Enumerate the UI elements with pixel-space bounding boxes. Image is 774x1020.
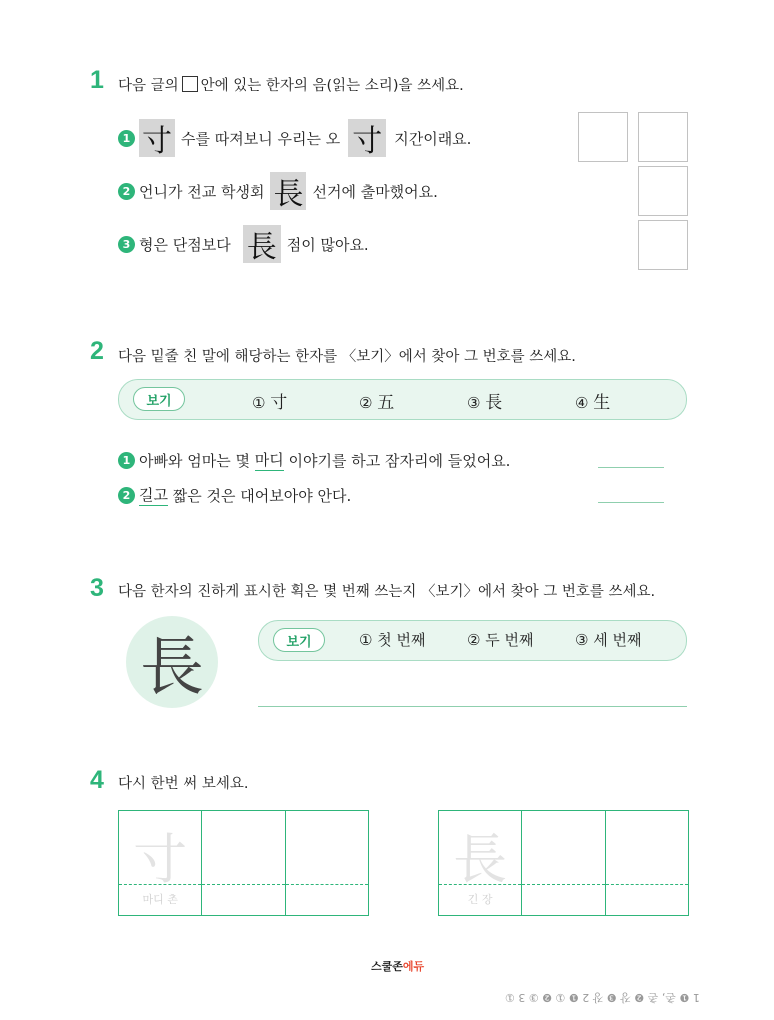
guide-dashed-line bbox=[439, 884, 521, 885]
guide-dashed-line bbox=[606, 884, 688, 885]
brand-logo bbox=[371, 958, 424, 974]
item-text: 지간이래요. bbox=[394, 129, 472, 148]
answer-box[interactable] bbox=[638, 220, 688, 270]
bogi-option: ③ 세 번째 bbox=[575, 631, 642, 649]
answer-key-footer: 1 ❶ 촌, 촌 ❷ 장 ❸ 장 2 ❶ ① ❷ ③ 3 ① bbox=[505, 991, 700, 1004]
question-2-text: 다음 밑줄 친 말에 해당하는 한자를 〈보기〉에서 찾아 그 번호를 쓰세요. bbox=[118, 349, 576, 365]
writing-cell[interactable] bbox=[439, 811, 522, 915]
question-4-number: 4 bbox=[90, 766, 104, 794]
item-badge: 3 bbox=[118, 236, 135, 253]
item-text: 수를 따져보니 우리는 오 bbox=[181, 129, 341, 148]
item-badge: 1 bbox=[118, 452, 135, 469]
item-text: 형은 단점보다 bbox=[139, 235, 231, 254]
blank-box-icon bbox=[182, 76, 198, 92]
q1-item-2 bbox=[118, 172, 438, 210]
answer-box[interactable] bbox=[638, 112, 688, 162]
guide-dashed-line bbox=[522, 884, 604, 885]
underlined-word: 마디 bbox=[254, 451, 284, 469]
logo-text: 스쿨존 bbox=[371, 960, 403, 973]
bogi-option: ② 五 bbox=[359, 393, 395, 413]
bogi-option: ① 첫 번째 bbox=[359, 631, 426, 649]
guide-dashed-line bbox=[202, 884, 284, 885]
item-text: 아빠와 엄마는 몇 bbox=[139, 451, 250, 470]
trace-hanja: 長 bbox=[453, 828, 508, 891]
logo-text-accent: 에듀 bbox=[402, 960, 425, 973]
hanja-circle: 長 bbox=[126, 616, 218, 708]
trace-label: 마디 촌 bbox=[142, 893, 178, 906]
question-1-text bbox=[118, 74, 464, 95]
underlined-word: 길고 bbox=[139, 486, 168, 504]
bogi-option: ④ 生 bbox=[575, 393, 611, 413]
q2-item-2 bbox=[118, 484, 351, 506]
writing-grid bbox=[118, 810, 369, 916]
writing-cell[interactable] bbox=[202, 811, 285, 915]
answer-line[interactable] bbox=[598, 502, 664, 503]
guide-dashed-line bbox=[119, 884, 201, 885]
hanja-box: 長 bbox=[270, 172, 306, 210]
guide-dashed-line bbox=[286, 884, 368, 885]
question-1-number: 1 bbox=[90, 66, 104, 94]
question-3-text: 다음 한자의 진하게 표시한 획은 몇 번째 쓰는지 〈보기〉에서 찾아 그 번호를 쓰세요. bbox=[118, 584, 656, 600]
bogi-option: ① 寸 bbox=[252, 393, 288, 413]
hanja-box: 寸 bbox=[139, 119, 175, 157]
item-badge: 1 bbox=[118, 130, 135, 147]
bogi-option: ② 두 번째 bbox=[467, 631, 534, 649]
item-text: 이야기를 하고 잠자리에 들었어요. bbox=[288, 451, 511, 470]
bogi-label: 보기 bbox=[133, 387, 185, 411]
q1-item-3 bbox=[118, 225, 369, 263]
writing-cell[interactable] bbox=[119, 811, 202, 915]
question-3-number: 3 bbox=[90, 574, 104, 602]
item-text: 선거에 출마했어요. bbox=[312, 182, 438, 201]
item-text: 점이 많아요. bbox=[286, 235, 369, 254]
question-4-text: 다시 한번 써 보세요. bbox=[118, 776, 249, 792]
bogi-box bbox=[258, 620, 687, 661]
question-1-text-after: 안에 있는 한자의 음(읽는 소리)을 쓰세요. bbox=[200, 78, 464, 94]
writing-cell[interactable] bbox=[606, 811, 688, 915]
q2-item-1 bbox=[118, 449, 510, 471]
question-2-number: 2 bbox=[90, 337, 104, 365]
question-1-text-before: 다음 글의 bbox=[118, 78, 179, 94]
trace-label: 긴 장 bbox=[467, 893, 493, 906]
answer-line[interactable] bbox=[258, 706, 687, 707]
hanja-box: 寸 bbox=[348, 119, 386, 157]
bogi-option: ③ 長 bbox=[467, 393, 503, 413]
item-badge: 2 bbox=[118, 487, 135, 504]
bogi-label: 보기 bbox=[273, 628, 325, 652]
hanja-box: 長 bbox=[243, 225, 281, 263]
answer-line[interactable] bbox=[598, 467, 664, 468]
trace-hanja: 寸 bbox=[133, 828, 188, 891]
item-text: 짧은 것은 대어보아야 안다. bbox=[172, 486, 352, 505]
writing-cell[interactable] bbox=[286, 811, 368, 915]
bogi-box bbox=[118, 379, 687, 420]
writing-cell[interactable] bbox=[522, 811, 605, 915]
item-badge: 2 bbox=[118, 183, 135, 200]
answer-box[interactable] bbox=[638, 166, 688, 216]
item-text: 언니가 전교 학생회 bbox=[139, 182, 265, 201]
writing-grid bbox=[438, 810, 689, 916]
answer-box[interactable] bbox=[578, 112, 628, 162]
q1-item-1 bbox=[118, 119, 471, 157]
